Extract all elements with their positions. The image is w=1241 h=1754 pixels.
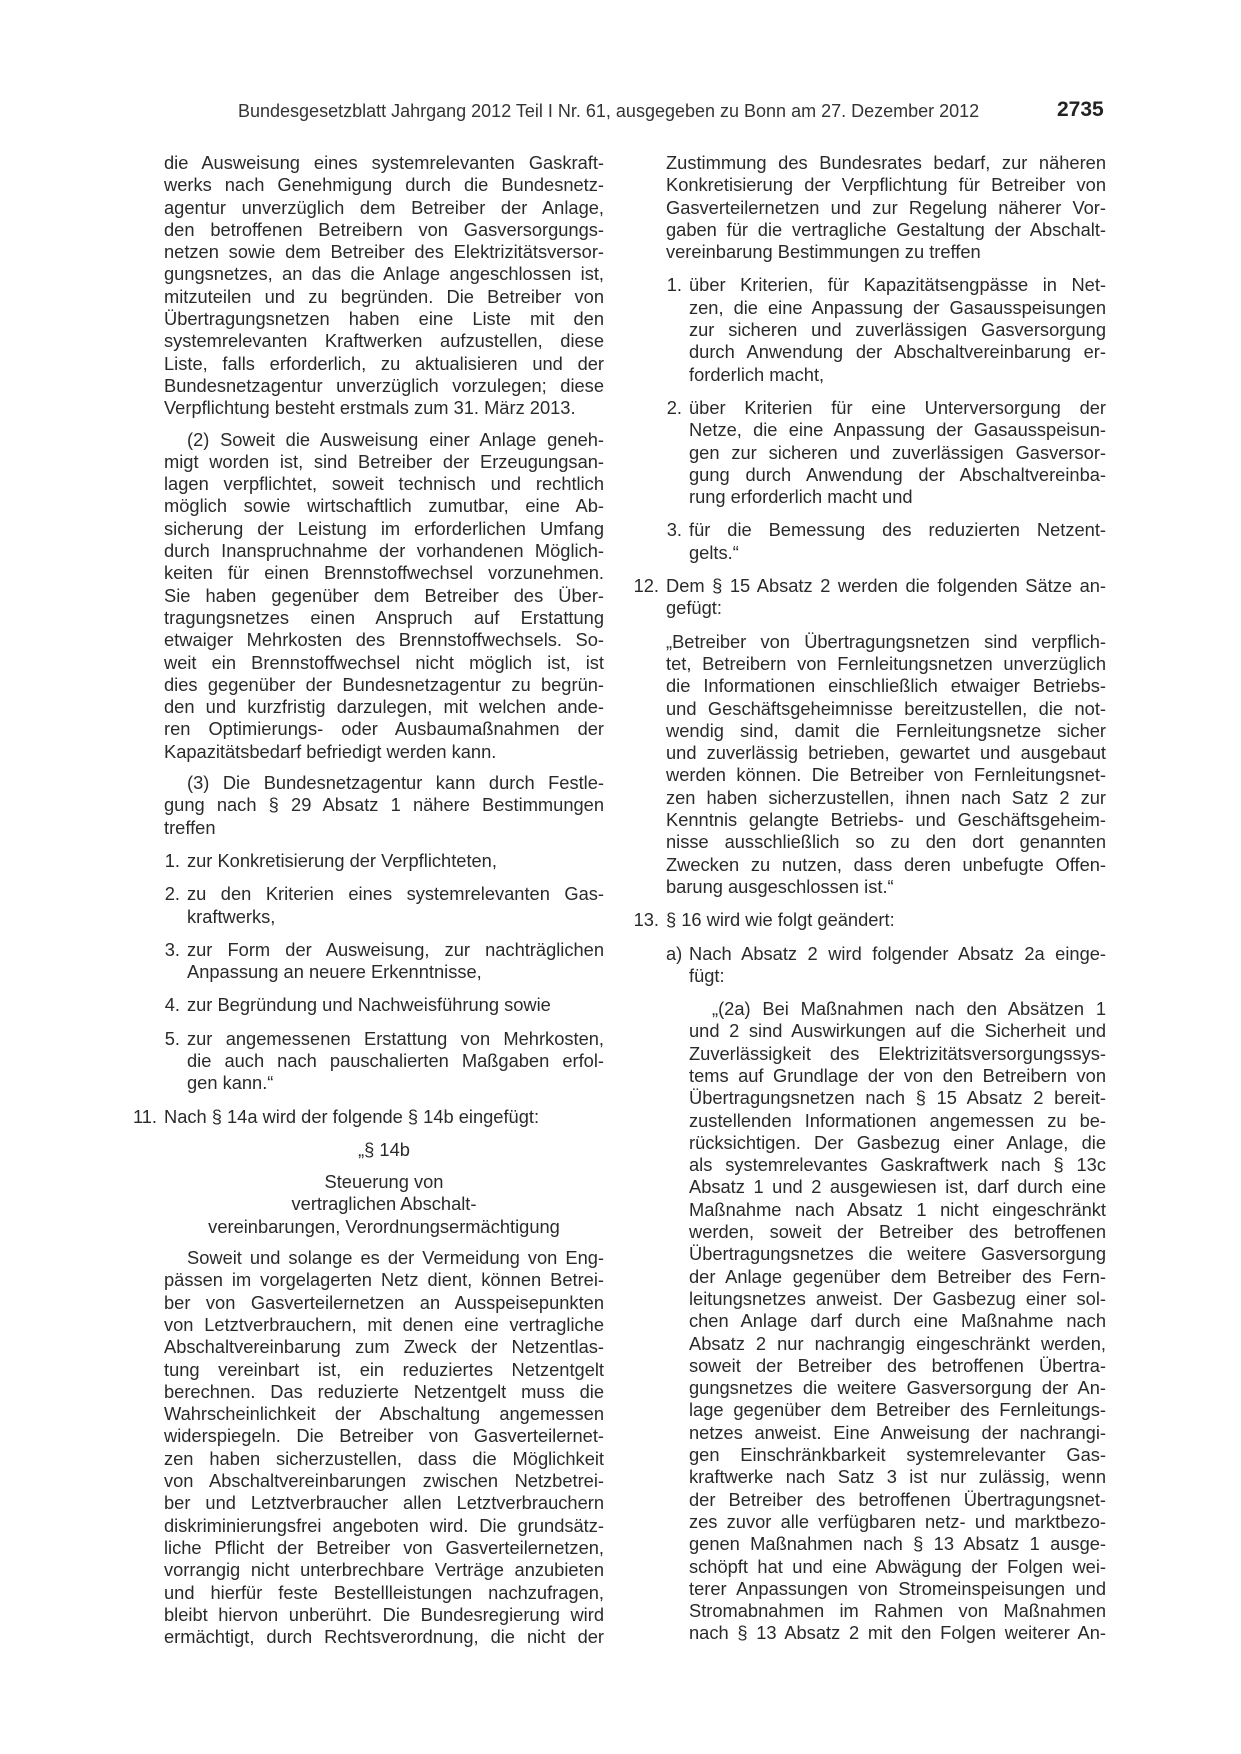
list-number: a) — [666, 942, 683, 964]
text-line: werks nach Genehmigung durch die Bundesnetz- — [164, 174, 604, 196]
list-number: 1. — [164, 849, 180, 871]
text-line: systemrelevanten Kraftwerken aufzustellen, diese — [164, 330, 604, 352]
text-line: Zustimmung des Bundesrates bedarf, zur näheren — [666, 152, 1106, 173]
text-line: Nach § 14a wird der folgende § 14b eingefügt: — [164, 1105, 540, 1127]
text-line: lagen verpflichtet, soweit technisch und rechtlich — [164, 473, 604, 495]
text-line: Verpflichtung besteht erstmals zum 31. März 2013. — [164, 397, 576, 419]
text-line: Abschaltvereinbarung zum Zweck der Netzentlas- — [164, 1336, 604, 1358]
text-line: nach § 13 Absatz 2 mit den Folgen weiterer An- — [689, 1622, 1106, 1644]
text-line: zur angemessenen Erstattung von Mehrkosten, — [187, 1027, 604, 1049]
text-line: § 16 wird wie folgt geändert: — [666, 909, 895, 931]
text-line: netzen sowie dem Betreiber des Elektrizitätsversor- — [164, 241, 604, 263]
list-item — [633, 575, 1106, 620]
text-line: chen Anlage darf durch eine Maßnahme nach — [689, 1310, 1106, 1332]
list-number: 3. — [666, 519, 682, 541]
text-line: von Letztverbrauchern, mit denen eine vertragliche — [164, 1313, 604, 1335]
text-line: Anpassung an neuere Erkenntnisse, — [187, 961, 482, 983]
text-line: (2) Soweit die Ausweisung einer Anlage geneh- — [187, 428, 604, 450]
text-line: der Betreiber des betroffenen Übertragungsnet- — [689, 1488, 1106, 1510]
text-line: gungsnetzes die weitere Gasversorgung der An- — [689, 1377, 1106, 1399]
list-number: 4. — [164, 994, 180, 1016]
text-line: tems auf Grundlage der von den Betreibern von — [689, 1064, 1106, 1086]
section-heading — [164, 1139, 604, 1238]
list-item — [633, 909, 1106, 931]
text-line: als systemrelevantes Gaskraftwerk nach § 13c — [689, 1154, 1106, 1176]
text-line: weit ein Brennstoffwechsel nicht möglich ist, ist — [164, 651, 604, 673]
text-line: diskriminierungsfrei angeboten wird. Die grundsätz- — [164, 1514, 604, 1536]
text-line: zur Form der Ausweisung, zur nachträglichen — [187, 938, 604, 960]
text-line: etwaiger Mehrkosten des Brennstoffwechsels. So- — [164, 629, 604, 651]
text-line: vorrangig nicht unterbrechbare Verträge anzubieten — [164, 1559, 604, 1581]
text-line: treffen — [164, 816, 216, 838]
text-line: für die Bemessung des reduzierten Netzent- — [689, 519, 1106, 541]
text-line: die auch nach pauschalierten Maßgaben erfol- — [187, 1049, 604, 1071]
text-line: Übertragungsnetzen nach § 15 Absatz 2 bereit- — [689, 1087, 1106, 1109]
paragraph-2 — [164, 429, 604, 763]
text-line: über Kriterien für eine Unterversorgung der — [689, 396, 1106, 418]
text-line: mitzuteilen und zu begründen. Die Betreiber von — [164, 285, 604, 307]
text-line: barung ausgeschlossen ist.“ — [666, 875, 894, 897]
text-line: ber von Gasverteilernetzen an Ausspeisepunkten — [164, 1291, 604, 1313]
text-line: und 2 sind Auswirkungen auf die Sicherheit und — [689, 1020, 1106, 1042]
text-line: möglich sowie wirtschaftlich zumutbar, eine Ab- — [164, 495, 604, 517]
text-line: sicherung der Leistung im erforderlichen Umfang — [164, 517, 604, 539]
text-line: genen Maßnahmen nach § 13 Absatz 1 ausge- — [689, 1533, 1106, 1555]
text-line: migt worden ist, sind Betreiber der Erzeugungsan- — [164, 450, 604, 472]
list-number: 13. — [633, 909, 659, 931]
left-column — [132, 152, 604, 1648]
text-line: Stromabnahmen im Rahmen von Maßnahmen — [689, 1600, 1106, 1622]
text-line: agentur unverzüglich dem Betreiber der Anlage, — [164, 196, 604, 218]
text-line: schöpft hat und eine Abwägung der Folgen wei- — [689, 1555, 1106, 1577]
text-line: gaben für die vertragliche Gestaltung der Abschalt- — [666, 218, 1106, 240]
text-line: Absatz 1 und 2 ausgewiesen ist, darf durch eine — [689, 1176, 1106, 1198]
text-line: werden, soweit der Betreiber des betroffenen — [689, 1221, 1106, 1243]
text-line: Konkretisierung der Verpflichtung für Betreiber von — [666, 174, 1106, 196]
text-line: (3) Die Bundesnetzagentur kann durch Festle- — [187, 772, 604, 794]
text-line: keiten für einen Brennstoffwechsel vorzunehmen. — [164, 562, 604, 584]
section-title-line: vereinbarungen, Verordnungsermächtigung — [208, 1215, 560, 1237]
quoted-text — [689, 998, 1106, 1645]
text-line: gung durch Anwendung der Abschaltvereinba- — [689, 463, 1106, 485]
list-item — [164, 939, 604, 984]
text-line: zen haben sicherzustellen, dass die Möglichkeit — [164, 1447, 604, 1469]
text-line: durch Anwendung der Abschaltvereinbarung er- — [689, 341, 1106, 363]
text-line: zustellenden Informationen angemessen zu be- — [689, 1109, 1106, 1131]
text-line: Soweit und solange es der Vermeidung von Eng- — [187, 1247, 604, 1269]
text-line: über Kriterien, für Kapazitätsengpässe in Net- — [689, 274, 1106, 296]
list-item — [164, 850, 604, 872]
text-line: widerspiegeln. Die Betreiber von Gasverteilernet- — [164, 1425, 604, 1447]
list-item — [131, 1106, 604, 1128]
text-line: den und kurzfristig darzulegen, mit welchen ande- — [164, 696, 604, 718]
section-title-line: Steuerung von — [324, 1171, 444, 1193]
list-item — [666, 397, 1106, 508]
text-line: bleibt hiervon unberührt. Die Bundesregierung wird — [164, 1603, 604, 1625]
section-title-line: vertraglichen Abschalt- — [291, 1193, 477, 1215]
right-column — [633, 152, 1106, 1645]
text-line: ber und Letztverbraucher allen Letztverbrauchern — [164, 1492, 604, 1514]
text-line: wendig sind, damit die Fernleitungsnetze sicher — [666, 719, 1106, 741]
list-item — [666, 943, 1106, 988]
text-line: pässen im vorgelagerten Netz dient, können Betrei- — [164, 1269, 604, 1291]
text-line: der Anlage gegenüber dem Betreiber des Fern- — [689, 1265, 1106, 1287]
text-line: terer Anpassungen von Stromeinspeisungen und — [689, 1577, 1106, 1599]
text-line: tet, Betreibern von Fernleitungsnetzen unverzüglich — [666, 652, 1106, 674]
text-line: zen haben sicherzustellen, ihnen nach Satz 2 zur — [666, 786, 1106, 808]
text-line: „Betreiber von Übertragungsnetzen sind verpflich- — [666, 630, 1106, 652]
text-line: ermächtigt, durch Rechtsverordnung, die nicht der — [164, 1626, 604, 1648]
text-line: gelts.“ — [689, 541, 739, 563]
quoted-text — [666, 631, 1106, 899]
paragraph-3 — [164, 772, 604, 839]
text-line: Bundesnetzagentur unverzüglich vorzulegen; diese — [164, 374, 604, 396]
text-line: Dem § 15 Absatz 2 werden die folgenden Sätze an- — [666, 575, 1106, 597]
text-line: leitungsnetzes anweist. Der Gasbezug einer sol- — [689, 1287, 1106, 1309]
text-line: rung erforderlich macht und — [689, 486, 913, 508]
paragraph-14b — [164, 1247, 604, 1648]
text-line: tung vereinbart ist, ein reduziertes Netzentgelt — [164, 1358, 604, 1380]
text-line: und hierfür feste Bestellleistungen nachzufragen, — [164, 1581, 604, 1603]
text-line: soweit der Betreiber des betroffenen Übertra- — [689, 1354, 1106, 1376]
text-line: zen, die eine Anpassung der Gasausspeisungen — [689, 296, 1106, 318]
text-line: Zwecken zu nutzen, dass deren unbefugte Offen- — [666, 853, 1106, 875]
text-line: gungsnetzes, an das die Anlage angeschlossen ist, — [164, 263, 604, 285]
paragraph-1-continued — [164, 152, 604, 420]
text-line: „(2a) Bei Maßnahmen nach den Absätzen 1 — [712, 998, 1106, 1020]
text-line: werden können. Die Betreiber von Fernleitungsnet- — [666, 764, 1106, 786]
text-line: die Informationen einschließlich etwaiger Betriebs- — [666, 675, 1106, 697]
list-item — [666, 519, 1106, 564]
list-number: 2. — [666, 396, 682, 418]
text-line: zes zuvor alle verfügbaren netz- und marktbezo- — [689, 1510, 1106, 1532]
text-line: gefügt: — [666, 597, 722, 619]
list-number: 11. — [132, 1105, 157, 1127]
text-line: Wahrscheinlichkeit der Abschaltung angemessen — [164, 1403, 604, 1425]
text-line: und zuverlässig betrieben, gewartet und ausgebaut — [666, 742, 1106, 764]
text-line: Übertragungsnetzen haben eine Liste mit den — [164, 308, 604, 330]
text-line: berechnen. Das reduzierte Netzentgelt muss die — [164, 1380, 604, 1402]
list-item — [164, 994, 604, 1016]
text-line: Sie haben gegenüber dem Betreiber des Über- — [164, 584, 604, 606]
text-line: Übertragungsnetzes die weitere Gasversorgung — [689, 1243, 1106, 1265]
text-line: dies gegenüber der Bundesnetzagentur zu begrün- — [164, 673, 604, 695]
page-number: 2735 — [1057, 98, 1104, 121]
text-line: rücksichtigen. Der Gasbezug einer Anlage, die — [689, 1131, 1106, 1153]
list-item — [666, 274, 1106, 385]
text-line: kraftwerke nach Satz 3 ist nur zulässig, wenn — [689, 1466, 1106, 1488]
text-line: gen Einschränkbarkeit systemrelevanter Gas- — [689, 1444, 1106, 1466]
list-number: 5. — [164, 1027, 180, 1049]
text-line: forderlich macht, — [689, 363, 825, 385]
text-line: Maßnahme nach Absatz 1 nicht eingeschränkt — [689, 1198, 1106, 1220]
text-line: kraftwerks, — [187, 905, 276, 927]
text-line: Gasverteilernetzen und zur Regelung näherer Vor- — [666, 196, 1106, 218]
section-number: „§ 14b — [358, 1138, 410, 1160]
text-line: netzes anweist. Eine Anweisung der nachrangi- — [689, 1421, 1106, 1443]
text-line: vereinbarung Bestimmungen zu treffen — [666, 241, 981, 263]
text-line: Netze, die eine Anpassung der Gasausspeisun- — [689, 419, 1106, 441]
list-number: 3. — [164, 938, 180, 960]
text-line: Zuverlässigkeit des Elektrizitätsversorgungssys- — [689, 1042, 1106, 1064]
list-number: 1. — [666, 274, 682, 296]
list-item — [164, 883, 604, 928]
text-line: und Geschäftsgeheimnisse bereitzustellen, die not- — [666, 697, 1106, 719]
text-line: von Abschaltvereinbarungen zwischen Netzbetrei- — [164, 1470, 604, 1492]
text-line: gen zur sicheren und zuverlässigen Gasversor- — [689, 441, 1106, 463]
text-line: die Ausweisung eines systemrelevanten Gaskraft- — [164, 152, 604, 173]
text-line: liche Pflicht der Betreiber von Gasverteilernetzen, — [164, 1536, 604, 1558]
text-line: nisse ausschließlich so zu den dort genannten — [666, 831, 1106, 853]
text-line: gung nach § 29 Absatz 1 nähere Bestimmungen — [164, 794, 604, 816]
text-line: zur Konkretisierung der Verpflichteten, — [187, 849, 497, 871]
text-line: zur Begründung und Nachweisführung sowie — [187, 994, 551, 1016]
text-line: Liste, falls erforderlich, zu aktualisieren und der — [164, 352, 604, 374]
text-line: gen kann.“ — [187, 1072, 274, 1094]
running-head: Bundesgesetzblatt Jahrgang 2012 Teil I Nr. 61, ausgegeben zu Bonn am 27. Dezember 2012 — [238, 101, 980, 121]
list-number: 12. — [633, 575, 659, 597]
text-line: ren Optimierungs- oder Ausbaumaßnahmen der — [164, 718, 604, 740]
text-line: Kapazitätsbedarf befriedigt werden kann. — [164, 740, 497, 762]
list-number: 2. — [164, 883, 180, 905]
text-line: fügt: — [689, 964, 725, 986]
text-line: Kenntnis gelangte Betriebs- und Geschäftsgeheim- — [666, 809, 1106, 831]
text-line: tragungsnetzes einen Anspruch auf Erstattung — [164, 606, 604, 628]
text-line: zur sicheren und zuverlässigen Gasversorgung — [689, 319, 1106, 341]
paragraph-continued — [666, 152, 1106, 263]
text-line: lage gegenüber dem Betreiber des Fernleitungs- — [689, 1399, 1106, 1421]
text-line: Absatz 2 nur nachrangig eingeschränkt werden, — [689, 1332, 1106, 1354]
text-line: zu den Kriterien eines systemrelevanten Gas- — [187, 883, 604, 905]
list-item — [164, 1028, 604, 1095]
text-line: den betroffenen Betreibern von Gasversorgungs- — [164, 218, 604, 240]
text-line: Nach Absatz 2 wird folgender Absatz 2a einge- — [689, 942, 1106, 964]
text-line: durch Inanspruchnahme der vorhandenen Möglich- — [164, 540, 604, 562]
